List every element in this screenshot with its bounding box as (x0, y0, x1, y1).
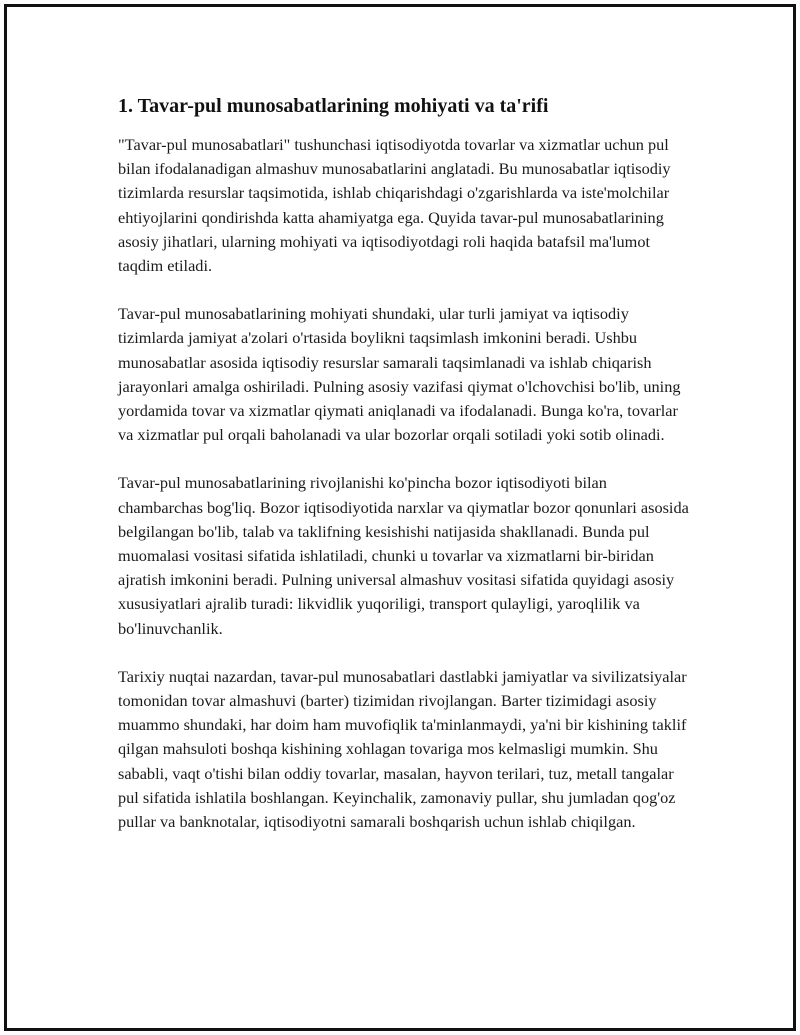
paragraph-market-economy: Tavar-pul munosabatlarining rivojlanishi ko'pincha bozor iqtisodiyoti bilan chambarchas bog'liq. Bozor iqtisodiyotida narxlar va qiymatlar bozor qonunlari asosida belgilangan bo'lib, talab va taklifning kesishishi natijasida shakllanadi. Bunda pul muomalasi vositasi sifatida ishlatiladi, chunki u tovarlar va xizmatlarni bir-biridan ajratish imkonini beradi. Pulning universal almashuv vositasi sifatida quyidagi asosiy xususiyatlari ajralib turadi: likvidlik yuqoriligi, transport qulayligi, yaroqlilik va bo'linuvchanlik. (118, 473, 689, 638)
paragraph-history: Tarixiy nuqtai nazardan, tavar-pul munosabatlari dastlabki jamiyatlar va sivilizatsiyalar tomonidan tovar almashuvi (barter) tizimidan rivojlangan. Barter tizimidagi asosiy muammo shundaki, har doim ham muvofiqlik ta'minlanmaydi, ya'ni bir kishining taklif qilgan mahsuloti boshqa kishining xohlagan tovariga mos kelmasligi mumkin. Shu sababli, vaqt o'tishi bilan oddiy tovarlar, masalan, hayvon terilari, tuz, metall tangalar pul sifatida ishlatila boshlangan. Keyinchalik, zamonaviy pullar, shu jumladan qog'oz pullar va banknotalar, iqtisodiyotni samarali boshqarish uchun ishlab chiqilgan. (118, 666, 687, 832)
paragraph-essence: Tavar-pul munosabatlarining mohiyati shundaki, ular turli jamiyat va iqtisodiy tizimlarda jamiyat a'zolari o'rtasida boylikni taqsimlash imkonini beradi. Ushbu munosabatlar asosida iqtisodiy resurslar samarali taqsimlanadi va ishlab chiqarish jarayonlari amalga oshiriladi. Pulning asosiy vazifasi qiymat o'lchovchisi bo'lib, uning yordamida tovar va xizmatlar qiymati aniqlanadi va ifodalanadi. Bunga ko'ra, tovarlar va xizmatlar pul orqali baholanadi va ular bozorlar orqali sotiladi yoki sotib olinadi. (118, 304, 681, 445)
document-body (118, 92, 690, 858)
section-heading: 1. Tavar-pul munosabatlarining mohiyati va ta'rifi (118, 95, 549, 117)
paragraph-intro: "Tavar-pul munosabatlari" tushunchasi iqtisodiyotda tovarlar va xizmatlar uchun pul bilan ifodalanadigan almashuv munosabatlarini anglatadi. Bu munosabatlar iqtisodiy tizimlarda resurslar taqsimotida, ishlab chiqarishdagi o'zgarishlarda va iste'molchilar ehtiyojlarini qondirishda katta ahamiyatga ega. Quyida tavar-pul munosabatlarining asosiy jihatlari, ularning mohiyati va iqtisodiyotdagi roli haqida batafsil ma'lumot taqdim etiladi. (118, 135, 671, 276)
